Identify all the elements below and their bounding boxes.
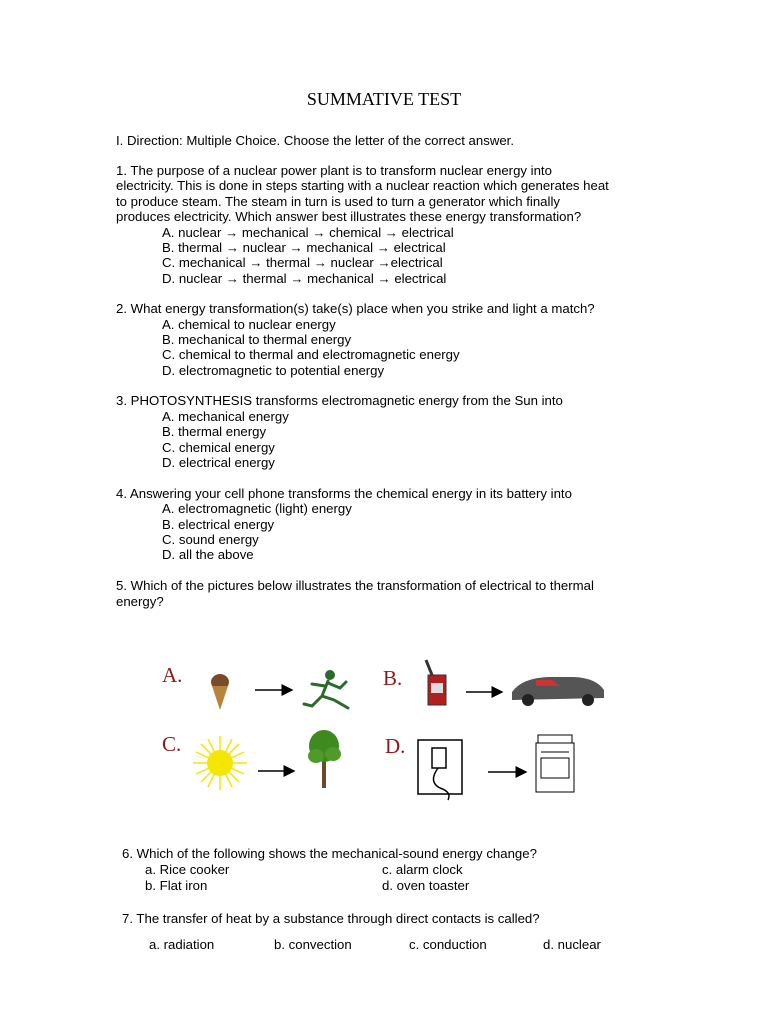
q3-option-b: B. thermal energy	[162, 424, 267, 439]
q3-option-a: A. mechanical energy	[162, 409, 289, 424]
q5-line-1: 5. Which of the pictures below illustrates the transformation of electrical to thermal	[116, 578, 594, 593]
q1-option-c: C. mechanical → thermal → nuclear →electrical	[162, 255, 443, 270]
stove-icon	[536, 735, 574, 792]
q2-option-d: D. electromagnetic to potential energy	[162, 363, 385, 378]
q4-option-a: A. electromagnetic (light) energy	[162, 501, 352, 516]
q7-text: 7. The transfer of heat by a substance through direct contacts is called?	[122, 911, 540, 926]
q3-option-d: D. electrical energy	[162, 455, 275, 470]
figure-label-a: A.	[162, 663, 183, 687]
q1-line-2: electricity. This is done in steps starting with a nuclear reaction which generates heat	[116, 178, 609, 193]
q7-option-d: d. nuclear	[543, 937, 601, 952]
plug-icon	[418, 740, 462, 800]
q2-option-a: A. chemical to nuclear energy	[162, 317, 336, 332]
q2-text: 2. What energy transformation(s) take(s) place when you strike and light a match?	[116, 301, 595, 316]
q1-line-1: 1. The purpose of a nuclear power plant is to transform nuclear energy into	[116, 163, 552, 178]
car-icon	[512, 677, 604, 706]
q2-option-b: B. mechanical to thermal energy	[162, 332, 352, 347]
figure-label-b: B.	[383, 666, 403, 690]
q4-option-d: D. all the above	[162, 547, 254, 562]
tree-icon	[308, 730, 341, 788]
q6-option-c: c. alarm clock	[382, 862, 463, 877]
figure-label-d: D.	[385, 734, 406, 758]
q3-option-c: C. chemical energy	[162, 440, 275, 455]
runner-icon	[304, 670, 348, 708]
q7-option-c: c. conduction	[409, 937, 487, 952]
q1-line-4: produces electricity. Which answer best illustrates these energy transformation?	[116, 209, 582, 224]
q4-text: 4. Answering your cell phone transforms the chemical energy in its battery into	[116, 486, 572, 501]
sun-icon	[193, 736, 247, 790]
direction: I. Direction: Multiple Choice. Choose the letter of the correct answer.	[116, 133, 515, 148]
q1-option-d: D. nuclear → thermal → mechanical → electrical	[162, 271, 447, 286]
gas-can-icon	[426, 660, 446, 705]
q4-option-c: C. sound energy	[162, 532, 259, 547]
q6-text: 6. Which of the following shows the mechanical-sound energy change?	[122, 846, 537, 861]
q4-option-b: B. electrical energy	[162, 517, 275, 532]
q2-option-c: C. chemical to thermal and electromagnetic energy	[162, 347, 460, 362]
q5-line-2: energy?	[116, 594, 164, 609]
q1-line-3: to produce steam. The steam in turn is used to turn a generator which finally	[116, 194, 560, 209]
figure-label-c: C.	[162, 732, 182, 756]
q6-option-a: a. Rice cooker	[145, 862, 230, 877]
q6-option-b: b. Flat iron	[145, 878, 208, 893]
q6-option-d: d. oven toaster	[382, 878, 470, 893]
ice-cream-icon	[211, 674, 229, 710]
q7-option-b: b. convection	[274, 937, 352, 952]
q3-text: 3. PHOTOSYNTHESIS transforms electromagnetic energy from the Sun into	[116, 393, 563, 408]
q1-option-b: B. thermal → nuclear → mechanical → electrical	[162, 240, 446, 255]
page-title: SUMMATIVE TEST	[306, 89, 462, 109]
q1-option-a: A. nuclear → mechanical → chemical → electrical	[162, 225, 454, 240]
q7-option-a: a. radiation	[149, 937, 215, 952]
